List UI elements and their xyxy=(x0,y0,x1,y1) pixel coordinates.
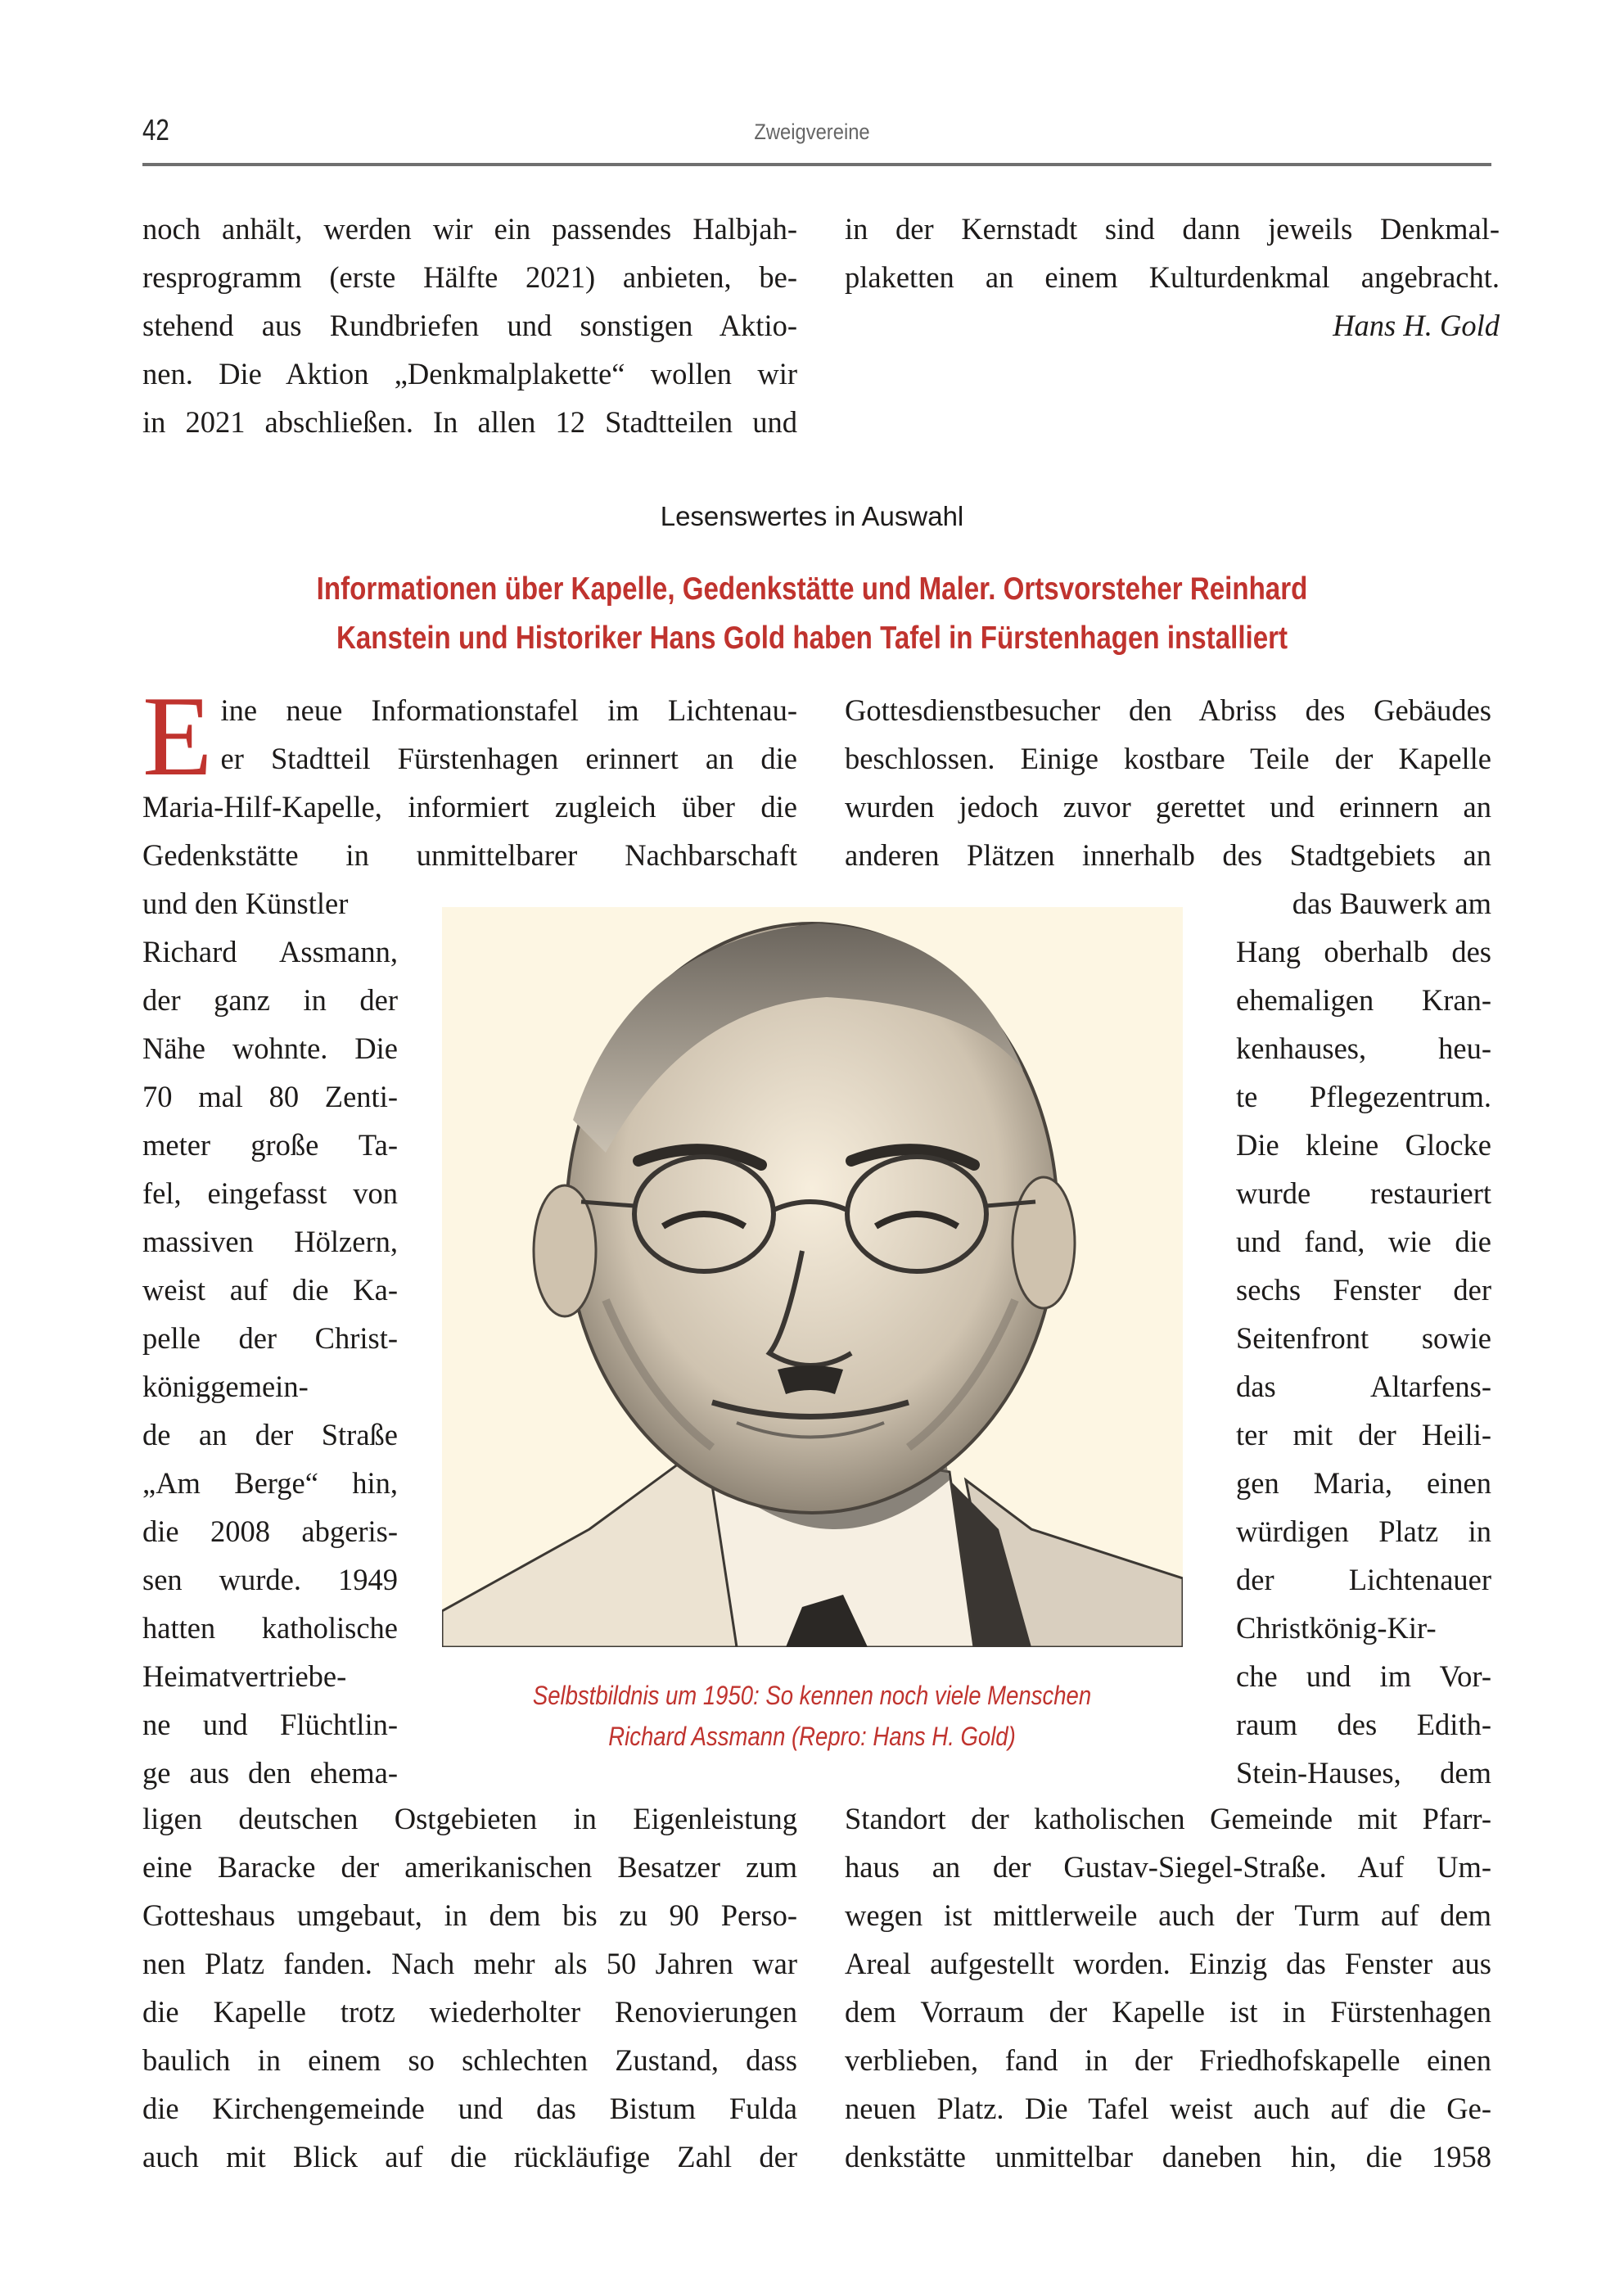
running-title: Zweigvereine xyxy=(754,120,870,144)
portrait-image xyxy=(442,907,1183,1647)
author-signature: Hans H. Gold xyxy=(1333,309,1500,342)
portrait-drawing xyxy=(442,907,1183,1647)
text-line: te Pflegezentrum. xyxy=(1236,1080,1491,1113)
previous-article-right-column xyxy=(845,205,1500,350)
headline-line: Informationen über Kapelle, Gedenkstätte und Maler. Ortsvorsteher Reinhard xyxy=(316,571,1308,607)
section-label: Lesenswertes in Auswahl xyxy=(660,501,964,531)
article-left-bottom xyxy=(142,1794,797,2181)
text-line: „Am Berge“ hin, xyxy=(142,1466,398,1500)
text-line: 70 mal 80 Zenti- xyxy=(142,1080,398,1113)
text-line: ligen deutschen Ostgebieten in Eigenleistung xyxy=(142,1802,797,1835)
text-line: Nähe wohnte. Die xyxy=(142,1031,398,1065)
text-line: die 2008 abgeris- xyxy=(142,1514,398,1548)
text-line: er Stadtteil Fürstenhagen erinnert an die xyxy=(220,742,797,775)
article-right-top xyxy=(845,686,1491,879)
moustache xyxy=(778,1365,843,1394)
text-line: fel, eingefasst von xyxy=(142,1176,398,1210)
text-line: de an der Straße xyxy=(142,1418,398,1451)
text-line: auch mit Blick auf die rückläufige Zahl der xyxy=(142,2140,797,2173)
text-line: wurde restauriert xyxy=(1236,1176,1491,1210)
text-line: beschlossen. Einige kostbare Teile der Kapelle xyxy=(845,742,1491,775)
article-left-top xyxy=(142,673,797,879)
article-left-wrap xyxy=(142,879,398,1797)
caption-line: Selbstbildnis um 1950: So kennen noch viele Menschen xyxy=(532,1681,1092,1710)
text-line: der Lichtenauer xyxy=(1236,1563,1491,1596)
text-line: in der Kernstadt sind dann jeweils Denkmal- xyxy=(845,212,1500,246)
text-line: sen wurde. 1949 xyxy=(142,1563,398,1596)
text-line: anderen Plätzen innerhalb des Stadtgebiets an xyxy=(845,838,1491,872)
text-line: Gotteshaus umgebaut, in dem bis zu 90 Perso- xyxy=(142,1898,797,1932)
text-line: denkstätte unmittelbar daneben hin, die 1958 xyxy=(845,2140,1491,2173)
text-line: Hang oberhalb des xyxy=(1236,935,1491,968)
text-line: meter große Ta- xyxy=(142,1128,398,1162)
text-line: ne und Flüchtlin- xyxy=(142,1708,398,1741)
text-line: ine neue Informationstafel im Lichtenau- xyxy=(220,693,797,727)
text-line: die Kapelle trotz wiederholter Renovierungen xyxy=(142,1995,797,2029)
article-right-bottom xyxy=(845,1794,1491,2181)
image-caption xyxy=(426,1675,1198,1757)
previous-article-left-column xyxy=(142,205,797,446)
text-line: raum des Edith- xyxy=(1236,1708,1491,1741)
text-line: Heimatvertriebe- xyxy=(142,1659,347,1693)
text-line: verblieben, fand in der Friedhofskapelle einen xyxy=(845,2043,1491,2077)
text-line: Christkönig-Kir- xyxy=(1236,1611,1437,1645)
text-line: Stein-Hauses, dem xyxy=(1236,1756,1491,1790)
text-line: Standort der katholischen Gemeinde mit Pfarr- xyxy=(845,1802,1491,1835)
text-line: der ganz in der xyxy=(142,983,398,1017)
text-line: würdigen Platz in xyxy=(1236,1514,1491,1548)
text-line: Gottesdienstbesucher den Abriss des Gebäudes xyxy=(845,693,1491,727)
text-line: Areal aufgestellt worden. Einzig das Fenster aus xyxy=(845,1947,1491,1980)
text-line: das Bauwerk am xyxy=(1292,887,1491,920)
text-line: und fand, wie die xyxy=(1236,1225,1491,1258)
text-line: und den Künstler xyxy=(142,887,349,920)
text-line: nen Platz fanden. Nach mehr als 50 Jahren war xyxy=(142,1947,797,1980)
text-line: ehemaligen Kran- xyxy=(1236,983,1491,1017)
text-line: dem Vorraum der Kapelle ist in Fürstenhagen xyxy=(845,1995,1491,2029)
header-rule xyxy=(142,163,1491,166)
text-line: die Kirchengemeinde und das Bistum Fulda xyxy=(142,2092,797,2125)
article-headline xyxy=(147,565,1477,663)
text-line: resprogramm (erste Hälfte 2021) anbieten, be- xyxy=(142,260,797,294)
text-line: gen Maria, einen xyxy=(1236,1466,1491,1500)
text-line: Richard Assmann, xyxy=(142,935,398,968)
text-line: in 2021 abschließen. In allen 12 Stadtteilen und xyxy=(142,405,797,439)
text-line: ge aus den ehema- xyxy=(142,1756,398,1790)
text-line: plaketten an einem Kulturdenkmal angebracht. xyxy=(845,260,1500,294)
text-line: eine Baracke der amerikanischen Besatzer zum xyxy=(142,1850,797,1884)
text-line: neuen Platz. Die Tafel weist auch auf die Ge- xyxy=(845,2092,1491,2125)
text-line: hatten katholische xyxy=(142,1611,398,1645)
text-line: stehend aus Rundbriefen und sonstigen Aktio- xyxy=(142,309,797,342)
caption-line: Richard Assmann (Repro: Hans H. Gold) xyxy=(608,1722,1016,1751)
text-line: das Altarfens- xyxy=(1236,1370,1491,1403)
text-line: Gedenkstätte in unmittelbarer Nachbarschaft xyxy=(142,838,797,872)
text-line: massiven Hölzern, xyxy=(142,1225,398,1258)
text-line: haus an der Gustav-Siegel-Straße. Auf Um- xyxy=(845,1850,1491,1884)
text-line: kenhauses, heu- xyxy=(1236,1031,1491,1065)
text-line: Maria-Hilf-Kapelle, informiert zugleich über die xyxy=(142,790,797,824)
text-line: pelle der Christ- xyxy=(142,1321,398,1355)
text-line: Seitenfront sowie xyxy=(1236,1321,1491,1355)
drop-cap: E xyxy=(142,673,213,800)
text-line: wurden jedoch zuvor gerettet und erinnern an xyxy=(845,790,1491,824)
text-line: baulich in einem so schlechten Zustand, dass xyxy=(142,2043,797,2077)
page-number: 42 xyxy=(142,113,169,147)
text-line: weist auf die Ka- xyxy=(142,1273,398,1307)
headline-line: Kanstein und Historiker Hans Gold haben Tafel in Fürstenhagen installiert xyxy=(336,621,1288,656)
text-line: ter mit der Heili- xyxy=(1236,1418,1491,1451)
text-line: che und im Vor- xyxy=(1236,1659,1491,1693)
text-line: sechs Fenster der xyxy=(1236,1273,1491,1307)
article-right-wrap xyxy=(1236,879,1491,1797)
text-line: Die kleine Glocke xyxy=(1236,1128,1491,1162)
text-line: nen. Die Aktion „Denkmalplakette“ wollen wir xyxy=(142,357,797,390)
text-line: wegen ist mittlerweile auch der Turm auf dem xyxy=(845,1898,1491,1932)
text-line: noch anhält, werden wir ein passendes Halbjah- xyxy=(142,212,797,246)
text-line: königgemein- xyxy=(142,1370,309,1403)
